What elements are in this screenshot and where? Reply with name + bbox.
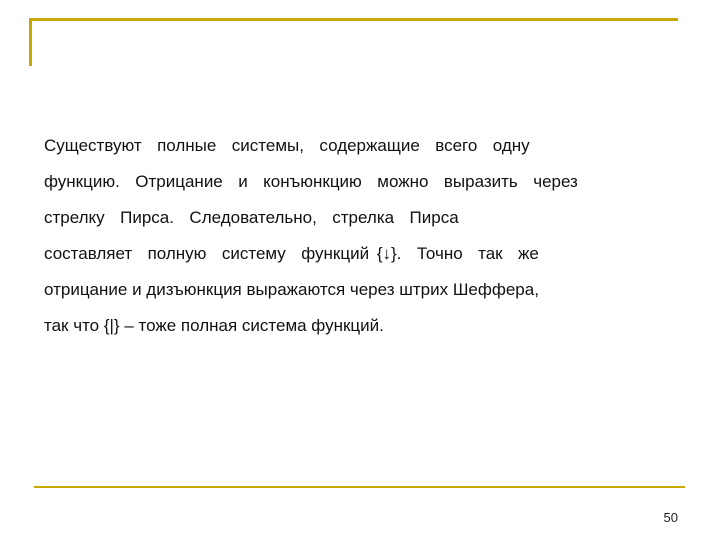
body-line: функцию. Отрицание и конъюнкцию можно выразить через [44, 172, 578, 191]
body-line: стрелку Пирса. Следовательно, стрелка Пирса [44, 208, 459, 227]
body-line: составляет полную систему функций {↓}. Точно так же [44, 244, 539, 263]
bottom-divider [34, 486, 685, 488]
body-line: Существуют полные системы, содержащие всего одну [44, 136, 530, 155]
top-decor-line [29, 18, 678, 21]
slide-body-text [44, 128, 684, 344]
body-line: отрицание и дизъюнкция выражаются через штрих Шеффера, [44, 280, 539, 299]
left-decor-line [29, 18, 32, 66]
page-number: 50 [663, 510, 678, 525]
body-line: так что {|} – тоже полная система функций. [44, 316, 384, 335]
